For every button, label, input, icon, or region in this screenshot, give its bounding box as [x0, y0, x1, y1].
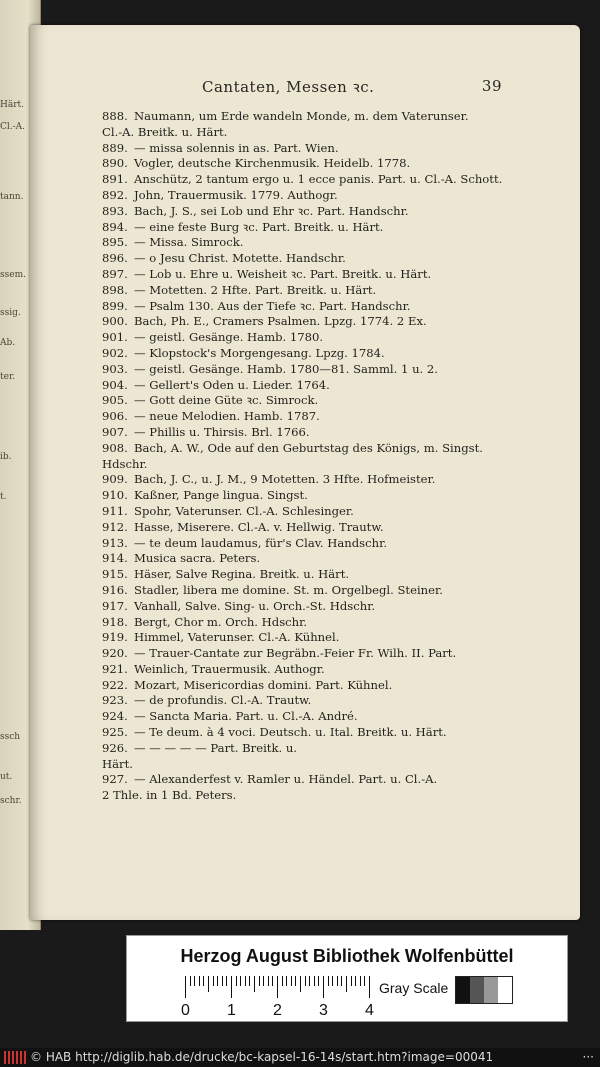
entry-number: 888.	[102, 109, 128, 123]
entry-number: 905.	[102, 393, 128, 408]
color-target	[126, 935, 568, 1022]
entry-number: 903.	[102, 361, 128, 376]
entry-number: 889.	[102, 140, 128, 155]
catalog-entry	[102, 646, 527, 662]
entry-number: 919.	[102, 630, 128, 645]
ruler-number: 1	[227, 1002, 236, 1019]
entry-text: Naumann, um Erde wandeln Monde, m. dem Vaterunser.	[134, 109, 469, 123]
entry-text: Häser, Salve Regina. Breitk. u. Härt.	[134, 567, 350, 582]
catalog-entry	[102, 141, 527, 157]
ruler-tick	[240, 976, 241, 986]
prev-page-fragment: tann.	[0, 192, 24, 202]
entry-number: 907.	[102, 424, 128, 439]
ruler-tick	[314, 976, 315, 986]
catalog-entry	[102, 109, 527, 141]
entry-text: Bach, J. C., u. J. M., 9 Motetten. 3 Hfte. Hofmeister.	[134, 472, 436, 487]
entry-number: 926.	[102, 740, 128, 755]
entry-number: 895.	[102, 235, 128, 250]
entry-continuation: Härt.	[102, 756, 133, 771]
ruler-tick	[203, 976, 204, 986]
entry-number: 904.	[102, 377, 128, 392]
ruler-tick	[309, 976, 310, 986]
ruler-tick	[259, 976, 260, 986]
ruler-tick	[213, 976, 214, 986]
catalog-entry	[102, 662, 527, 678]
ruler-tick	[272, 976, 273, 986]
ruler-tick	[305, 976, 306, 986]
entry-text: — te deum laudamus, für's Clav. Handschr.	[134, 535, 388, 550]
page-number: 39	[481, 77, 502, 95]
ruler-tick	[360, 976, 361, 986]
gray-swatch	[484, 977, 498, 1003]
catalog-entry	[102, 172, 527, 188]
ruler-number: 4	[365, 1002, 374, 1019]
ruler-tick	[268, 976, 269, 986]
entry-text: Mozart, Misericordias domini. Part. Kühnel.	[134, 677, 393, 692]
ruler-tick	[341, 976, 342, 986]
catalog-entry	[102, 378, 527, 394]
more-icon[interactable]: ···	[582, 1050, 594, 1064]
ruler-tick	[245, 976, 246, 986]
entry-number: 912.	[102, 519, 128, 534]
entry-text: Bach, J. S., sei Lob und Ehr ꝛc. Part. Handschr.	[134, 203, 409, 218]
ruler-tick	[222, 976, 223, 986]
catalog-entry	[102, 725, 527, 741]
ruler-tick	[217, 976, 218, 986]
ruler-tick	[355, 976, 356, 986]
catalog-entry	[102, 441, 527, 473]
catalog-entry	[102, 567, 527, 583]
catalog-entry	[102, 220, 527, 236]
entry-text: Bach, A. W., Ode auf den Geburtstag des Königs, m. Singst.	[134, 440, 483, 455]
entry-number: 902.	[102, 345, 128, 360]
ruler-tick	[291, 976, 292, 986]
entry-number: 899.	[102, 298, 128, 313]
ruler-tick	[351, 976, 352, 986]
entry-text: — Gott deine Güte ꝛc. Simrock.	[134, 393, 319, 408]
entry-text: — Psalm 130. Aus der Tiefe ꝛc. Part. Handschr.	[134, 298, 411, 313]
catalog-entry	[102, 267, 527, 283]
ruler-tick	[277, 976, 278, 998]
catalog-entry	[102, 188, 527, 204]
entry-number: 924.	[102, 709, 128, 724]
entry-continuation: 2 Thle. in 1 Bd. Peters.	[102, 788, 237, 803]
catalog-entry	[102, 488, 527, 504]
ruler-tick	[254, 976, 255, 992]
ruler-tick	[337, 976, 338, 986]
entry-text: — Sancta Maria. Part. u. Cl.-A. André.	[134, 709, 358, 724]
entry-text: Stadler, libera me domine. St. m. Orgelbegl. Steiner.	[134, 582, 443, 597]
entry-text: Anschütz, 2 tantum ergo u. 1 ecce panis. Part. u. Cl.-A. Schott.	[134, 172, 503, 187]
catalog-entry	[102, 235, 527, 251]
prev-page-fragment: ssem.	[0, 270, 26, 280]
hab-logo-icon	[4, 1051, 26, 1064]
catalog-entry	[102, 283, 527, 299]
catalog-entry	[102, 393, 527, 409]
ruler-tick	[231, 976, 232, 998]
catalog-entry	[102, 251, 527, 267]
catalog-entry	[102, 156, 527, 172]
ruler-tick	[318, 976, 319, 986]
catalog-entry	[102, 536, 527, 552]
ruler-tick	[190, 976, 191, 986]
ruler-number: 3	[319, 1002, 328, 1019]
ruler-tick	[199, 976, 200, 986]
entry-number: 900.	[102, 314, 128, 329]
entry-text: — eine feste Burg ꝛc. Part. Breitk. u. Härt.	[134, 219, 384, 234]
entry-text: — Trauer-Cantate zur Begräbn.-Feier Fr. Wilh. II. Part.	[134, 646, 457, 661]
entry-text: — neue Melodien. Hamb. 1787.	[134, 409, 320, 424]
catalog-entry	[102, 425, 527, 441]
entry-text: — Lob u. Ehre u. Weisheit ꝛc. Part. Breitk. u. Härt.	[134, 266, 432, 281]
prev-page-fragment: Cl.-A.	[0, 122, 26, 132]
entry-text: — de profundis. Cl.-A. Trautw.	[134, 693, 312, 708]
prev-page-fragment: ib.	[0, 452, 12, 462]
entry-text: — — — — — Part. Breitk. u.	[134, 740, 297, 755]
entry-number: 890.	[102, 156, 128, 171]
entry-number: 909.	[102, 472, 128, 487]
entry-text: Hasse, Miserere. Cl.-A. v. Hellwig. Trautw.	[134, 519, 384, 534]
entry-number: 916.	[102, 582, 128, 597]
ruler-tick	[226, 976, 227, 986]
entry-text: Vanhall, Salve. Sing- u. Orch.-St. Hdschr.	[134, 598, 376, 613]
entry-number: 898.	[102, 282, 128, 297]
ruler-tick	[364, 976, 365, 986]
viewer-footer	[0, 1048, 600, 1067]
catalog-entry	[102, 504, 527, 520]
entry-number: 915.	[102, 567, 128, 582]
catalog-entry	[102, 520, 527, 536]
catalog-entry	[102, 330, 527, 346]
entry-number: 925.	[102, 725, 128, 740]
entry-number: 914.	[102, 551, 128, 566]
entry-text: Bergt, Chor m. Orch. Hdschr.	[134, 614, 308, 629]
entry-text: — missa solennis in as. Part. Wien.	[134, 140, 339, 155]
entry-text: Kaßner, Pange lingua. Singst.	[134, 488, 308, 503]
entry-text: Weinlich, Trauermusik. Authogr.	[134, 661, 325, 676]
catalog-entry	[102, 362, 527, 378]
entry-text: — Te deum. à 4 voci. Deutsch. u. Ital. Breitk. u. Härt.	[134, 725, 447, 740]
book-page	[30, 25, 580, 920]
catalog-entry	[102, 599, 527, 615]
entry-number: 920.	[102, 646, 128, 661]
catalog-entry	[102, 741, 527, 773]
entry-number: 894.	[102, 219, 128, 234]
catalog-entry	[102, 709, 527, 725]
catalog-entry	[102, 314, 527, 330]
catalog-entry	[102, 772, 527, 804]
gray-scale-label: Gray Scale	[379, 980, 449, 996]
ruler-tick	[249, 976, 250, 986]
entry-number: 923.	[102, 693, 128, 708]
entry-number: 896.	[102, 251, 128, 266]
prev-page-fragment: ssig.	[0, 308, 21, 318]
catalog-entry	[102, 472, 527, 488]
entry-text: — geistl. Gesänge. Hamb. 1780—81. Samml. 1 u. 2.	[134, 361, 438, 376]
entry-number: 911.	[102, 503, 128, 518]
entry-text: John, Trauermusik. 1779. Authogr.	[134, 187, 338, 202]
gray-scale-swatch	[455, 976, 513, 1004]
header-title: Cantaten, Messen ꝛc.	[202, 78, 375, 96]
entry-text: Bach, Ph. E., Cramers Psalmen. Lpzg. 1774. 2 Ex.	[134, 314, 427, 329]
prev-page-fragment: Ab.	[0, 338, 16, 348]
entry-number: 927.	[102, 772, 128, 787]
copyright-link[interactable]: © HAB http://diglib.hab.de/drucke/bc-kapsel-16-14s/start.htm?image=00041	[30, 1050, 494, 1064]
entry-number: 908.	[102, 440, 128, 455]
entry-number: 893.	[102, 203, 128, 218]
entry-text: Himmel, Vaterunser. Cl.-A. Kühnel.	[134, 630, 340, 645]
entry-continuation: Cl.-A. Breitk. u. Härt.	[102, 124, 228, 139]
ruler-tick	[263, 976, 264, 986]
ruler-tick	[300, 976, 301, 992]
ruler-tick	[208, 976, 209, 992]
entry-text: — Motetten. 2 Hfte. Part. Breitk. u. Härt.	[134, 282, 377, 297]
entry-number: 918.	[102, 614, 128, 629]
prev-page-fragment: Härt.	[0, 100, 24, 110]
ruler-tick	[369, 976, 370, 998]
entry-text: — Phillis u. Thirsis. Brl. 1766.	[134, 424, 310, 439]
gray-swatch	[498, 977, 512, 1003]
ruler-tick	[194, 976, 195, 986]
entry-text: — Gellert's Oden u. Lieder. 1764.	[134, 377, 330, 392]
ruler-tick	[295, 976, 296, 986]
entry-text: Musica sacra. Peters.	[134, 551, 261, 566]
ruler-tick	[323, 976, 324, 998]
entry-text: — Klopstock's Morgengesang. Lpzg. 1784.	[134, 345, 385, 360]
catalog-entry	[102, 409, 527, 425]
gray-swatch	[470, 977, 484, 1003]
catalog-entry	[102, 551, 527, 567]
prev-page-fragment: ter.	[0, 372, 16, 382]
entry-text: — o Jesu Christ. Motette. Handschr.	[134, 251, 346, 266]
catalog-entry	[102, 299, 527, 315]
catalog-entry	[102, 615, 527, 631]
catalog-entry	[102, 346, 527, 362]
catalog-entry	[102, 630, 527, 646]
prev-page-fragment: ssch	[0, 732, 21, 742]
gray-swatch	[456, 977, 470, 1003]
entry-continuation: Hdschr.	[102, 456, 148, 471]
ruler-tick	[236, 976, 237, 986]
entry-text: Spohr, Vaterunser. Cl.-A. Schlesinger.	[134, 503, 354, 518]
catalog-entry	[102, 693, 527, 709]
prev-page-fragment: schr.	[0, 796, 22, 806]
ruler-number: 2	[273, 1002, 282, 1019]
entry-number: 913.	[102, 535, 128, 550]
entry-text: — Alexanderfest v. Ramler u. Händel. Part. u. Cl.-A.	[134, 772, 438, 787]
catalog-entry	[102, 204, 527, 220]
ruler-tick	[286, 976, 287, 986]
catalog-entry	[102, 678, 527, 694]
ruler-number: 0	[181, 1002, 190, 1019]
catalog-entry	[102, 583, 527, 599]
entry-number: 921.	[102, 661, 128, 676]
entry-number: 901.	[102, 330, 128, 345]
entry-text: Vogler, deutsche Kirchenmusik. Heidelb. 1778.	[134, 156, 411, 171]
prev-page-fragment: ut.	[0, 772, 13, 782]
ruler-tick	[185, 976, 186, 998]
entry-number: 906.	[102, 409, 128, 424]
catalog-entries	[102, 109, 527, 804]
entry-text: — geistl. Gesänge. Hamb. 1780.	[134, 330, 324, 345]
entry-number: 892.	[102, 187, 128, 202]
entry-number: 917.	[102, 598, 128, 613]
entry-number: 891.	[102, 172, 128, 187]
entry-number: 922.	[102, 677, 128, 692]
prev-page-fragment: t.	[0, 492, 7, 502]
ruler-tick	[282, 976, 283, 986]
entry-text: — Missa. Simrock.	[134, 235, 244, 250]
ruler-tick	[346, 976, 347, 992]
library-name: Herzog August Bibliothek Wolfenbüttel	[180, 946, 514, 966]
ruler-tick	[332, 976, 333, 986]
ruler-tick	[328, 976, 329, 986]
entry-number: 897.	[102, 266, 128, 281]
entry-number: 910.	[102, 488, 128, 503]
